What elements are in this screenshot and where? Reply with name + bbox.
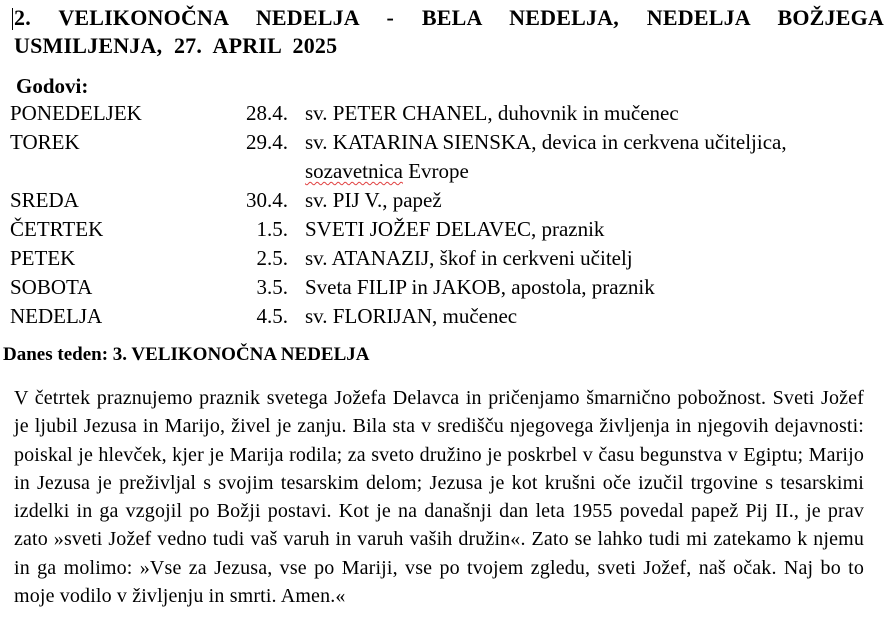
feast-day: SOBOTA: [10, 275, 93, 299]
feast-saint-continuation: [305, 157, 469, 186]
feast-day: TOREK: [10, 130, 80, 154]
body-paragraph: V četrtek praznujemo praznik svetega Jožefa Delavca in pričenjamo šmarnično pobožnost. Sveti Jožef je ljubil Jezusa in Marijo, živel je zanju. Bila sta v središču njegovega življenja in njegovih dejavnosti: poiskal je hlevček, kjer je Marija rodila; za sveto družino je poskrbel v času begunstva v Egiptu; Marijo in Jezusa je preživljal s svojim tesarskim delom; Jezusa je kot krušni oče izučil trgovine s tesarskimi izdelki in ga vzgojil po Božji postavi. Kot je na današnji dan leta 1955 povedal papež Pij II., je prav zato »sveti Jožef vedno tudi vaš varuh in varuh vaših družin«. Zato se lahko tudi mi zatekamo k njemu in ga molimo: »Vse za Jezusa, vse po Mariji, vse po tvojem zgledu, sveti Jožef, naš očak. Naj bo to moje vodilo v življenju in smrti. Amen.«: [14, 387, 864, 608]
feast-saint: SVETI JOŽEF DELAVEC, praznik: [305, 217, 605, 241]
feast-date: 3.5.: [256, 275, 288, 299]
feast-day: PETEK: [10, 246, 76, 270]
page-title: 2. VELIKONOČNA NEDELJA - BELA NEDELJA, NEDELJA BOŽJEGA USMILJENJA, 27. APRIL 2025: [14, 5, 884, 58]
feast-date: 28.4.: [246, 101, 288, 125]
feast-row-tuesday: [0, 128, 892, 183]
feast-date: 4.5.: [256, 304, 288, 328]
feast-saint-continuation-rest: Evrope: [402, 159, 469, 183]
spellcheck-underlined-word[interactable]: sozavetnica: [305, 159, 403, 183]
text-cursor: [12, 8, 13, 30]
feast-row-monday: [0, 99, 892, 128]
feast-row-saturday: [0, 273, 892, 302]
feast-date: 29.4.: [246, 130, 288, 154]
feast-date: 30.4.: [246, 188, 288, 212]
feast-row-wednesday: [0, 186, 892, 215]
feast-saint: sv. PETER CHANEL, duhovnik in mučenec: [305, 101, 679, 125]
feast-saint: sv. KATARINA SIENSKA, devica in cerkvena učiteljica,: [305, 130, 787, 154]
section-heading: Danes teden: 3. VELIKONOČNA NEDELJA: [3, 344, 370, 365]
feast-day: PONEDELJEK: [10, 101, 142, 125]
feast-saint: sv. PIJ V., papež: [305, 188, 442, 212]
feast-row-thursday: [0, 215, 892, 244]
feasts-label: Godovi:: [16, 74, 89, 98]
feast-day: SREDA: [10, 188, 79, 212]
feast-saint: sv. ATANAZIJ, škof in cerkveni učitelj: [305, 246, 633, 270]
feast-date: 1.5.: [256, 217, 288, 241]
feast-row-sunday: [0, 302, 892, 331]
feast-saint: sv. FLORIJAN, mučenec: [305, 304, 518, 328]
feast-saint: Sveta FILIP in JAKOB, apostola, praznik: [305, 275, 655, 299]
feast-row-friday: [0, 244, 892, 273]
feast-date: 2.5.: [256, 246, 288, 270]
feast-day: NEDELJA: [10, 304, 103, 328]
feast-day: ČETRTEK: [10, 217, 104, 241]
